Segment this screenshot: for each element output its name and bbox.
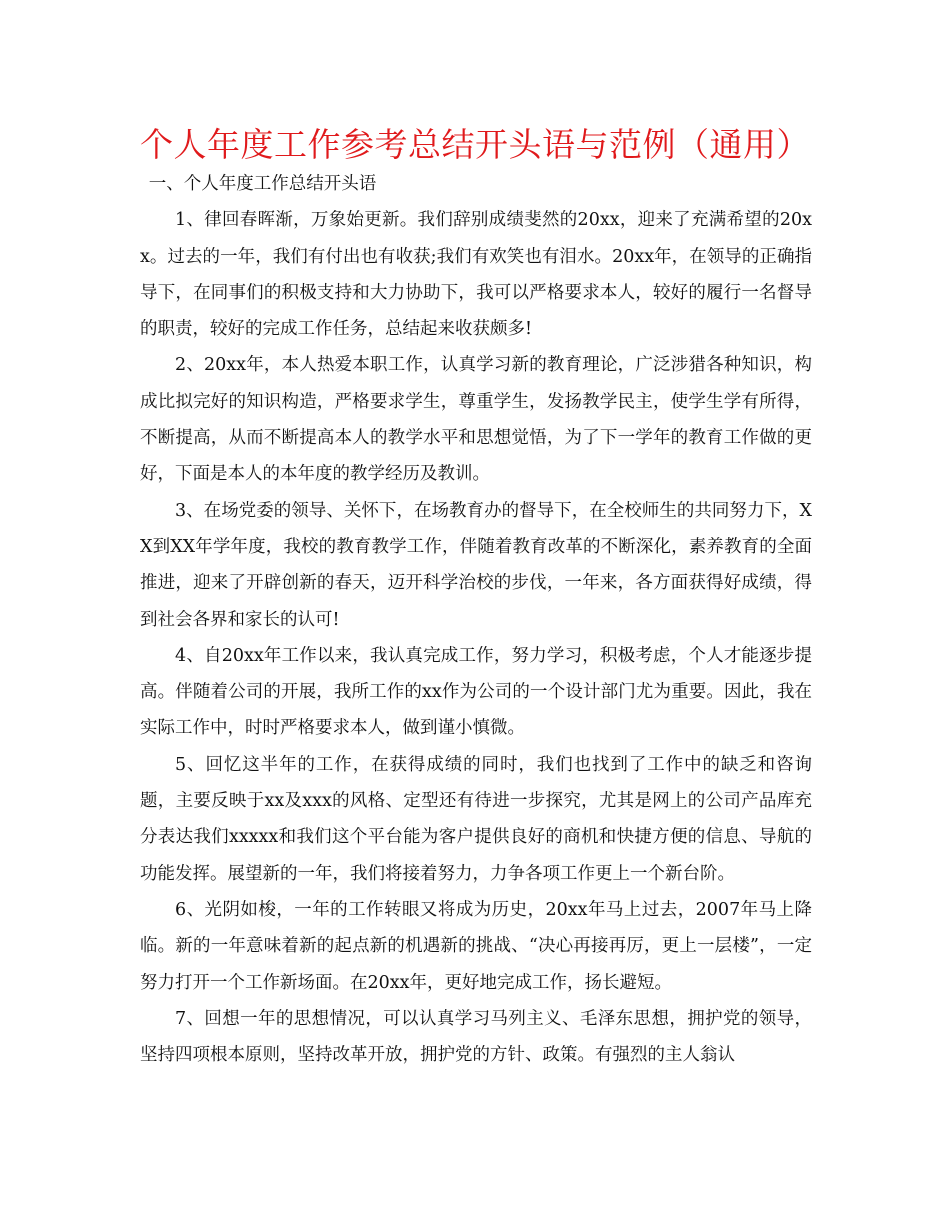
paragraph-4: 4、自20xx年工作以来，我认真完成工作，努力学习，积极考虑，个人才能逐步提高。伴随着公司的开展，我所工作的xx作为公司的一个设计部门尤为重要。因此，我在实际工作中，时时严格要求本人，做到谨小慎微。 (140, 645, 812, 739)
paragraph-6: 6、光阴如梭，一年的工作转眼又将成为历史，20xx年马上过去，2007年马上降临。新的一年意味着新的起点新的机遇新的挑战、“决心再接再厉，更上一层楼”，一定努力打开一个工作新场面。在20xx年，更好地完成工作，扬长避短。 (140, 899, 812, 993)
paragraph-1: 1、律回春晖渐，万象始更新。我们辞别成绩斐然的20xx，迎来了充满希望的20xx。过去的一年，我们有付出也有收获;我们有欢笑也有泪水。20xx年，在领导的正确指导下，在同事们的积极支持和大力协助下，我可以严格要求本人，较好的履行一名督导的职责，较好的完成工作任务，总结起来收获颇多! (140, 210, 812, 340)
paragraph-3: 3、在场党委的领导、关怀下，在场教育办的督导下，在全校师生的共同努力下，XX到XX年学年度，我校的教育教学工作，伴随着教育改革的不断深化，素养教育的全面推进，迎来了开辟创新的春天，迈开科学治校的步伐，一年来，各方面获得好成绩，得到社会各界和家长的认可! (140, 500, 812, 630)
document-title: 个人年度工作参考总结开头语与范例（通用） (140, 125, 810, 164)
paragraph-2: 2、20xx年，本人热爱本职工作，认真学习新的教育理论，广泛涉猎各种知识，构成比拟完好的知识构造，严格要求学生，尊重学生，发扬教学民主，使学生学有所得，不断提高，从而不断提高本人的教学水平和思想觉悟，为了下一学年的教育工作做的更好，下面是本人的本年度的教学经历及教训。 (140, 355, 812, 485)
document-body (140, 166, 812, 1073)
paragraph-7: 7、回想一年的思想情况，可以认真学习马列主义、毛泽东思想，拥护党的领导，坚持四项根本原则，坚持改革开放，拥护党的方针、政策。有强烈的主人翁认 (140, 1008, 812, 1066)
paragraph-5: 5、回忆这半年的工作，在获得成绩的同时，我们也找到了工作中的缺乏和咨询题，主要反映于xx及xxx的风格、定型还有待进一步探究，尤其是网上的公司产品库充分表达我们xxxxx和我们这个平台能为客户提供良好的商机和快捷方便的信息、导航的功能发挥。展望新的一年，我们将接着努力，力争各项工作更上一个新台阶。 (140, 754, 812, 884)
section-heading: 一、个人年度工作总结开头语 (148, 174, 377, 194)
